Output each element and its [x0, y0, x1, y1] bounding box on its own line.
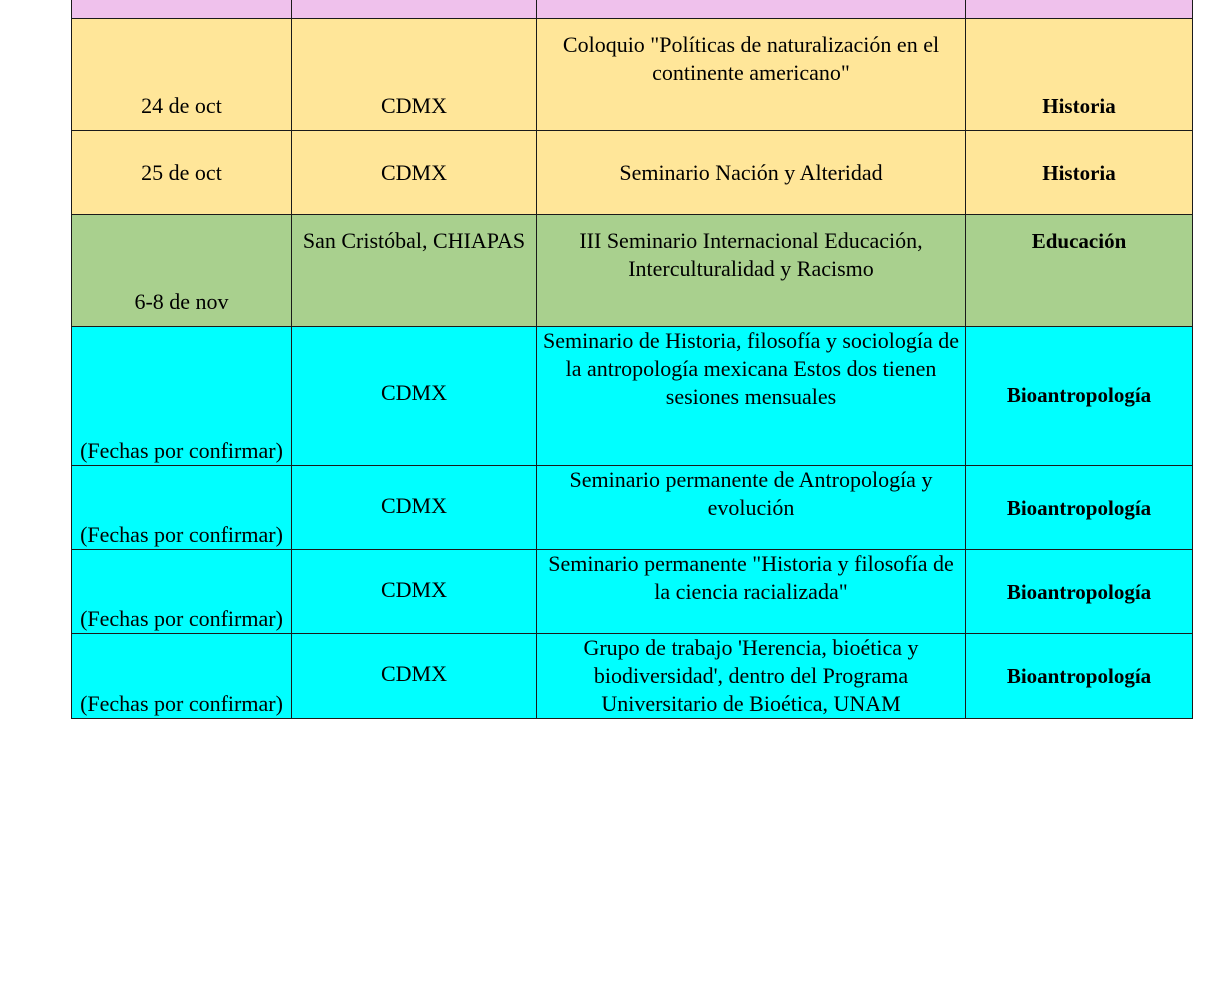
- date-cell: (Fechas por confirmar): [72, 466, 292, 550]
- location-cell: San Cristóbal, CHIAPAS: [292, 215, 537, 327]
- date-cell: 24 de oct: [72, 19, 292, 131]
- event-cell: III Seminario Internacional Educación, Interculturalidad y Racismo: [537, 215, 966, 327]
- event-cell: Seminario de Historia, filosofía y sociología de la antropología mexicana Estos dos tienen sesiones mensuales: [537, 327, 966, 466]
- table-row: [72, 0, 1193, 19]
- date-cell: (Fechas por confirmar): [72, 550, 292, 634]
- table-row: [72, 466, 1193, 550]
- area-cell: Bioantropología: [966, 634, 1193, 719]
- location-cell: CDMX: [292, 19, 537, 131]
- location-cell: CDMX: [292, 634, 537, 719]
- table-row: [72, 19, 1193, 131]
- location-cell: CDMX: [292, 466, 537, 550]
- event-cell: Seminario Nación y Alteridad: [537, 131, 966, 215]
- area-cell: Historia: [966, 131, 1193, 215]
- area-cell: Bioantropología: [966, 550, 1193, 634]
- area-cell: Bioantropología: [966, 327, 1193, 466]
- table-row: [72, 327, 1193, 466]
- location-cell: [292, 0, 537, 19]
- area-cell: [966, 0, 1193, 19]
- date-cell: 25 de oct: [72, 131, 292, 215]
- event-cell: Grupo de trabajo 'Herencia, bioética y biodiversidad', dentro del Programa Universitario de Bioética, UNAM: [537, 634, 966, 719]
- area-cell: Historia: [966, 19, 1193, 131]
- event-cell: Seminario permanente de Antropología y evolución: [537, 466, 966, 550]
- event-cell: [537, 0, 966, 19]
- event-cell: Seminario permanente "Historia y filosofía de la ciencia racializada": [537, 550, 966, 634]
- event-cell: Coloquio "Políticas de naturalización en el continente americano": [537, 19, 966, 131]
- area-cell: Educación: [966, 215, 1193, 327]
- date-cell: 6-8 de nov: [72, 215, 292, 327]
- table-row: [72, 215, 1193, 327]
- date-cell: (Fechas por confirmar): [72, 634, 292, 719]
- date-cell: [72, 0, 292, 19]
- location-cell: CDMX: [292, 550, 537, 634]
- table-row: [72, 550, 1193, 634]
- events-table: [71, 0, 1193, 719]
- table-row: [72, 131, 1193, 215]
- location-cell: CDMX: [292, 131, 537, 215]
- table-row: [72, 634, 1193, 719]
- date-cell: (Fechas por confirmar): [72, 327, 292, 466]
- area-cell: Bioantropología: [966, 466, 1193, 550]
- location-cell: CDMX: [292, 327, 537, 466]
